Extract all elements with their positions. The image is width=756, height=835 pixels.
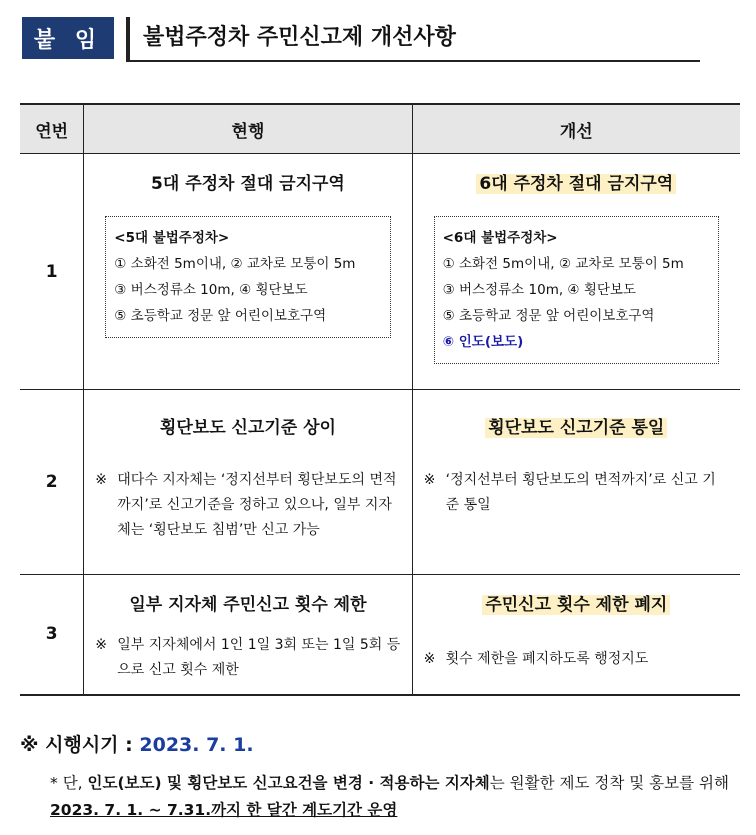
footnote-text-2: 는 원활한 제도 정착 및 홍보를 위해 — [489, 774, 729, 792]
zone-list-box — [105, 216, 390, 338]
row-number: 2 — [20, 390, 84, 575]
list-item: ③ 버스정류소 10m, ④ 횡단보도 — [442, 282, 636, 298]
note-mark: ※ — [95, 472, 108, 488]
improved-cell — [412, 575, 740, 695]
attachment-badge: 붙 임 — [22, 17, 114, 59]
note-mark: ※ — [423, 651, 436, 667]
note-text: ‘정지선부터 횡단보도의 면적까지’로 신고 기준 통일 — [445, 472, 716, 513]
title-divider — [126, 17, 130, 61]
current-cell — [84, 154, 412, 390]
current-cell — [84, 390, 412, 575]
zone-list-box — [434, 216, 719, 364]
cell-title: 6대 주정차 절대 금지구역 — [476, 174, 676, 194]
reference-mark: ※ — [20, 734, 39, 756]
table-row — [20, 390, 740, 575]
improved-cell — [412, 390, 740, 575]
implementation-label: 시행시기 : — [45, 734, 133, 756]
list-item: ③ 버스정류소 10m, ④ 횡단보도 — [114, 282, 308, 298]
improved-cell — [412, 154, 740, 390]
column-header-no: 연번 — [20, 104, 84, 154]
footnote-bold-text: 인도(보도) 및 횡단보도 신고요건을 변경 · 적용하는 지자체 — [87, 774, 490, 792]
list-item: ⑤ 초등학교 정문 앞 어린이보호구역 — [442, 308, 655, 324]
cell-title: 횡단보도 신고기준 상이 — [159, 418, 336, 438]
new-list-item: ⑥ 인도(보도) — [442, 334, 524, 350]
cell-title: 횡단보도 신고기준 통일 — [485, 418, 667, 438]
title-underline — [126, 60, 700, 62]
list-item: ⑤ 초등학교 정문 앞 어린이보호구역 — [114, 308, 327, 324]
table-row — [20, 575, 740, 695]
page-title: 불법주정차 주민신고제 개선사항 — [143, 25, 456, 50]
note — [424, 468, 729, 518]
note-text: 일부 지자체에서 1인 1일 3회 또는 1일 5회 등으로 신고 횟수 제한 — [117, 637, 401, 678]
current-cell — [84, 575, 412, 695]
list-item: ① 소화전 5m이내, ② 교차로 모퉁이 5m — [114, 256, 356, 272]
note — [424, 647, 729, 672]
list-item: ① 소화전 5m이내, ② 교차로 모퉁이 5m — [442, 256, 684, 272]
note — [95, 633, 400, 683]
table-header-row — [20, 104, 740, 154]
footnote-text-1: 단, — [62, 774, 83, 792]
footnote-underlined-text: 2023. 7. 1. ~ 7.31.까지 한 달간 계도기간 운영 — [50, 801, 398, 819]
box-heading: <6대 불법주정차> — [442, 230, 558, 246]
column-header-current: 현행 — [84, 104, 412, 154]
implementation-date: 2023. 7. 1. — [139, 734, 254, 756]
note-mark: ※ — [423, 472, 436, 488]
footnote — [50, 770, 740, 824]
row-number: 1 — [20, 154, 84, 390]
comparison-table — [20, 103, 740, 696]
column-header-improved: 개선 — [412, 104, 740, 154]
note — [95, 468, 400, 543]
box-heading: <5대 불법주정차> — [114, 230, 230, 246]
table-row — [20, 154, 740, 390]
cell-title: 주민신고 횟수 제한 폐지 — [482, 595, 670, 615]
cell-title: 일부 지자체 주민신고 횟수 제한 — [129, 595, 367, 615]
note-text: 대다수 지자체는 ‘정지선부터 횡단보도의 면적까지’로 신고기준을 정하고 있으나, 일부 지자체는 ‘횡단보도 침범’만 신고 가능 — [117, 472, 397, 538]
note-text: 횟수 제한을 폐지하도록 행정지도 — [445, 651, 649, 667]
note-mark: ※ — [95, 637, 108, 653]
cell-title: 5대 주정차 절대 금지구역 — [151, 174, 345, 194]
row-number: 3 — [20, 575, 84, 695]
footnote-bullet: * — [50, 774, 58, 792]
implementation-date-line — [20, 730, 254, 757]
